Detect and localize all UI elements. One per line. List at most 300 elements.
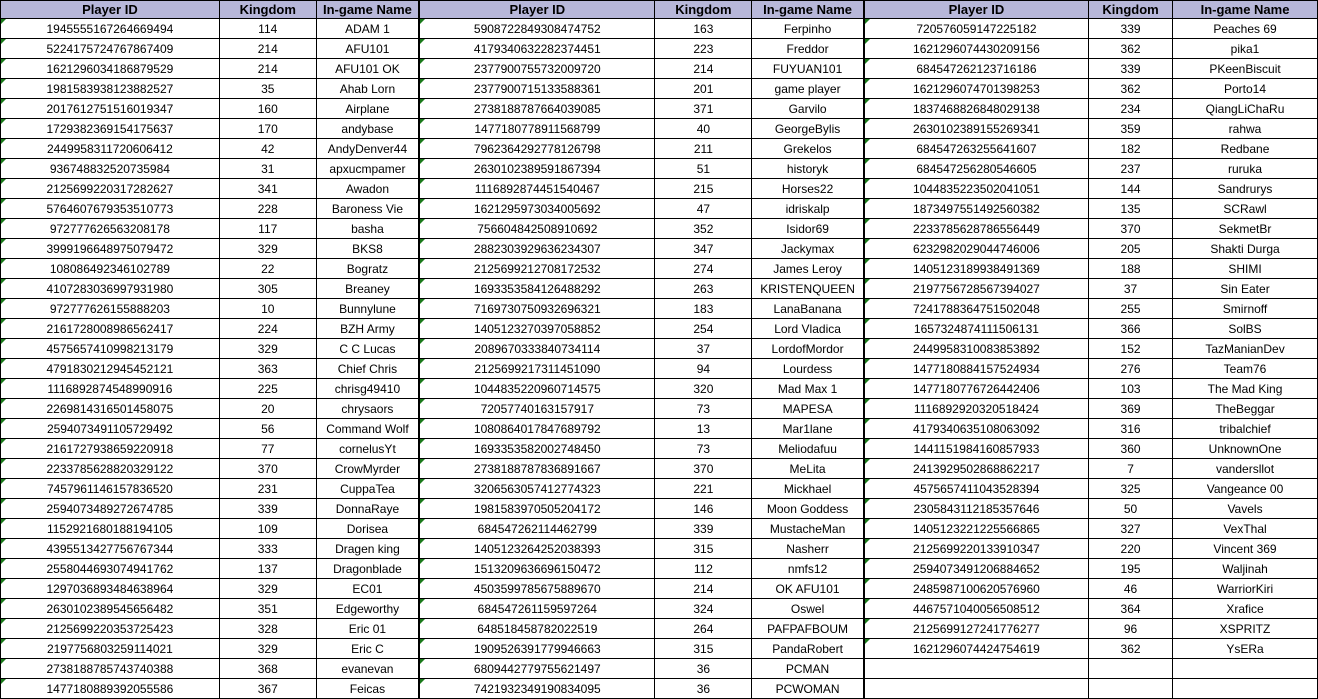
ingame-name-cell[interactable]: MustacheMan: [752, 519, 864, 539]
player-id-cell[interactable]: 2738188787664039085: [419, 99, 655, 119]
kingdom-cell[interactable]: 347: [655, 239, 752, 259]
kingdom-cell[interactable]: 333: [219, 539, 316, 559]
player-id-cell[interactable]: 2269814316501458075: [1, 399, 220, 419]
ingame-name-cell[interactable]: Xrafice: [1173, 599, 1318, 619]
player-id-cell[interactable]: 2630102389591867394: [419, 159, 655, 179]
ingame-name-cell[interactable]: PAFPAFBOUM: [752, 619, 864, 639]
kingdom-cell[interactable]: 231: [219, 479, 316, 499]
kingdom-cell[interactable]: 320: [655, 379, 752, 399]
kingdom-cell[interactable]: 324: [655, 599, 752, 619]
player-id-cell[interactable]: 2089670333840734114: [419, 339, 655, 359]
kingdom-cell[interactable]: 205: [1089, 239, 1173, 259]
kingdom-cell[interactable]: 146: [655, 499, 752, 519]
player-id-cell[interactable]: 4467571040056508512: [864, 599, 1089, 619]
player-id-cell[interactable]: 2377900755732009720: [419, 59, 655, 79]
player-id-cell[interactable]: 1116892920320518424: [864, 399, 1089, 419]
kingdom-cell[interactable]: 328: [219, 619, 316, 639]
ingame-name-cell[interactable]: XSPRITZ: [1173, 619, 1318, 639]
player-id-cell[interactable]: 2882303929636234307: [419, 239, 655, 259]
player-id-cell[interactable]: 720576059147225182: [864, 19, 1089, 39]
kingdom-cell[interactable]: 114: [219, 19, 316, 39]
player-id-cell[interactable]: 4179340635108063092: [864, 419, 1089, 439]
player-id-cell[interactable]: 684547261159597264: [419, 599, 655, 619]
kingdom-cell[interactable]: 170: [219, 119, 316, 139]
ingame-name-cell[interactable]: idriskalp: [752, 199, 864, 219]
player-id-cell[interactable]: 2233785628786556449: [864, 219, 1089, 239]
player-id-cell[interactable]: 1152921680188194105: [1, 519, 220, 539]
kingdom-cell[interactable]: 370: [655, 459, 752, 479]
player-id-cell[interactable]: 4395513427756767344: [1, 539, 220, 559]
kingdom-cell[interactable]: 160: [219, 99, 316, 119]
kingdom-cell[interactable]: 20: [219, 399, 316, 419]
header-player-id[interactable]: Player ID: [864, 1, 1089, 19]
player-id-cell[interactable]: 1297036893484638964: [1, 579, 220, 599]
kingdom-cell[interactable]: 363: [219, 359, 316, 379]
ingame-name-cell[interactable]: Shakti Durga: [1173, 239, 1318, 259]
ingame-name-cell[interactable]: chrysaors: [316, 399, 419, 419]
kingdom-cell[interactable]: 276: [1089, 359, 1173, 379]
ingame-name-cell[interactable]: TheBeggar: [1173, 399, 1318, 419]
kingdom-cell[interactable]: 211: [655, 139, 752, 159]
ingame-name-cell[interactable]: TazManianDev: [1173, 339, 1318, 359]
player-id-cell[interactable]: 936748832520735984: [1, 159, 220, 179]
player-id-cell[interactable]: 1405123221225566865: [864, 519, 1089, 539]
header-player-id[interactable]: Player ID: [419, 1, 655, 19]
ingame-name-cell[interactable]: Mar1lane: [752, 419, 864, 439]
kingdom-cell[interactable]: 362: [1089, 639, 1173, 659]
kingdom-cell[interactable]: 221: [655, 479, 752, 499]
player-id-cell[interactable]: 1405123270397058852: [419, 319, 655, 339]
kingdom-cell[interactable]: 31: [219, 159, 316, 179]
ingame-name-cell[interactable]: Command Wolf: [316, 419, 419, 439]
ingame-name-cell[interactable]: EC01: [316, 579, 419, 599]
kingdom-cell[interactable]: 103: [1089, 379, 1173, 399]
kingdom-cell[interactable]: 371: [655, 99, 752, 119]
kingdom-cell[interactable]: 341: [219, 179, 316, 199]
ingame-name-cell[interactable]: Vincent 369: [1173, 539, 1318, 559]
kingdom-cell[interactable]: 214: [655, 59, 752, 79]
player-id-cell[interactable]: 1477180776726442406: [864, 379, 1089, 399]
kingdom-cell[interactable]: 325: [1089, 479, 1173, 499]
kingdom-cell[interactable]: 201: [655, 79, 752, 99]
player-id-cell[interactable]: 2630102389545656482: [1, 599, 220, 619]
player-id-cell[interactable]: 2125699220317282627: [1, 179, 220, 199]
ingame-name-cell[interactable]: Vangeance 00: [1173, 479, 1318, 499]
player-id-cell[interactable]: 2413929502868862217: [864, 459, 1089, 479]
kingdom-cell[interactable]: 364: [1089, 599, 1173, 619]
ingame-name-cell[interactable]: Mad Max 1: [752, 379, 864, 399]
player-id-cell[interactable]: 720577401631579​17: [419, 399, 655, 419]
ingame-name-cell[interactable]: Chief Chris: [316, 359, 419, 379]
player-id-cell[interactable]: 7962364292778126798: [419, 139, 655, 159]
ingame-name-cell[interactable]: SolBS: [1173, 319, 1318, 339]
kingdom-cell[interactable]: 7: [1089, 459, 1173, 479]
kingdom-cell[interactable]: 329: [219, 639, 316, 659]
ingame-name-cell[interactable]: apxucmpamer: [316, 159, 419, 179]
kingdom-cell[interactable]: 370: [1089, 219, 1173, 239]
ingame-name-cell[interactable]: PCMAN: [752, 659, 864, 679]
kingdom-cell[interactable]: 36: [655, 679, 752, 699]
kingdom-cell[interactable]: 223: [655, 39, 752, 59]
player-id-cell[interactable]: 684547262123716186: [864, 59, 1089, 79]
ingame-name-cell[interactable]: Airplane: [316, 99, 419, 119]
ingame-name-cell[interactable]: FUYUAN101: [752, 59, 864, 79]
ingame-name-cell[interactable]: Feicas: [316, 679, 419, 699]
player-id-cell[interactable]: 684547256280546605: [864, 159, 1089, 179]
player-id-cell[interactable]: 1477180884157524934: [864, 359, 1089, 379]
ingame-name-cell[interactable]: evanevan: [316, 659, 419, 679]
player-id-cell[interactable]: 6809442779755621497: [419, 659, 655, 679]
ingame-name-cell[interactable]: DonnaRaye: [316, 499, 419, 519]
kingdom-cell[interactable]: 40: [655, 119, 752, 139]
ingame-name-cell[interactable]: Jackymax: [752, 239, 864, 259]
player-id-cell[interactable]: 2125699217311451090: [419, 359, 655, 379]
ingame-name-cell[interactable]: Waljinah: [1173, 559, 1318, 579]
kingdom-cell[interactable]: 255: [1089, 299, 1173, 319]
player-id-cell[interactable]: 1405123189938491369: [864, 259, 1089, 279]
player-id-cell[interactable]: 1693353582002748450: [419, 439, 655, 459]
player-id-cell[interactable]: 4791830212945452121: [1, 359, 220, 379]
ingame-name-cell[interactable]: Meliodafuu: [752, 439, 864, 459]
ingame-name-cell[interactable]: PCWOMAN: [752, 679, 864, 699]
kingdom-cell[interactable]: 368: [219, 659, 316, 679]
player-id-cell[interactable]: 2594073491105729492: [1, 419, 220, 439]
ingame-name-cell[interactable]: historyk: [752, 159, 864, 179]
kingdom-cell[interactable]: 73: [655, 439, 752, 459]
player-id-cell[interactable]: 4575657411043528394: [864, 479, 1089, 499]
kingdom-cell[interactable]: 51: [655, 159, 752, 179]
kingdom-cell[interactable]: 35: [219, 79, 316, 99]
ingame-name-cell[interactable]: AFU101 OK: [316, 59, 419, 79]
ingame-name-cell[interactable]: chrisg49410: [316, 379, 419, 399]
player-id-cell[interactable]: 2017612751516019347: [1, 99, 220, 119]
player-id-cell[interactable]: 1116892874451540467: [419, 179, 655, 199]
kingdom-cell[interactable]: 359: [1089, 119, 1173, 139]
ingame-name-cell[interactable]: James Leroy: [752, 259, 864, 279]
ingame-name-cell[interactable]: MAPESA: [752, 399, 864, 419]
player-id-cell[interactable]: 1441151984160857933: [864, 439, 1089, 459]
kingdom-cell[interactable]: 339: [655, 519, 752, 539]
kingdom-cell[interactable]: 50: [1089, 499, 1173, 519]
player-id-cell[interactable]: 1981583938123882527: [1, 79, 220, 99]
player-id-cell[interactable]: 1405123264252038393: [419, 539, 655, 559]
kingdom-cell[interactable]: 73: [655, 399, 752, 419]
player-id-cell[interactable]: 2485987100620576960: [864, 579, 1089, 599]
kingdom-cell[interactable]: 10: [219, 299, 316, 319]
player-id-cell[interactable]: 2197756728567394027: [864, 279, 1089, 299]
player-id-cell[interactable]: 2377900715133588361: [419, 79, 655, 99]
player-id-cell[interactable]: 1693353584126488292: [419, 279, 655, 299]
ingame-name-cell[interactable]: nmfs12: [752, 559, 864, 579]
player-id-cell[interactable]: 1873497551492560382: [864, 199, 1089, 219]
ingame-name-cell[interactable]: game player: [752, 79, 864, 99]
ingame-name-cell[interactable]: Grekelos: [752, 139, 864, 159]
ingame-name-cell[interactable]: Eric 01: [316, 619, 419, 639]
player-id-cell[interactable]: 1116892874548990916: [1, 379, 220, 399]
ingame-name-cell[interactable]: KRISTENQUEEN: [752, 279, 864, 299]
player-id-cell[interactable]: 684547262114462799: [419, 519, 655, 539]
ingame-name-cell[interactable]: BKS8: [316, 239, 419, 259]
ingame-name-cell[interactable]: PandaRobert: [752, 639, 864, 659]
player-id-cell[interactable]: 1945555167264669494: [1, 19, 220, 39]
player-id-cell[interactable]: 2449958310083853892: [864, 339, 1089, 359]
kingdom-cell[interactable]: 224: [219, 319, 316, 339]
player-id-cell[interactable]: 2305843112185357646: [864, 499, 1089, 519]
ingame-name-cell[interactable]: Mickhael: [752, 479, 864, 499]
player-id-cell[interactable]: 1657324874111506131: [864, 319, 1089, 339]
ingame-name-cell[interactable]: basha: [316, 219, 419, 239]
ingame-name-cell[interactable]: tribalchief: [1173, 419, 1318, 439]
ingame-name-cell[interactable]: Peaches 69: [1173, 19, 1318, 39]
kingdom-cell[interactable]: 56: [219, 419, 316, 439]
player-id-cell[interactable]: 2125699212708172532: [419, 259, 655, 279]
player-id-cell[interactable]: 1477180778911568799: [419, 119, 655, 139]
ingame-name-cell[interactable]: ruruka: [1173, 159, 1318, 179]
ingame-name-cell[interactable]: ADAM 1: [316, 19, 419, 39]
player-id-cell[interactable]: 1621295973034005692: [419, 199, 655, 219]
player-id-cell[interactable]: 2738188785743740388: [1, 659, 220, 679]
player-id-cell[interactable]: 2594073489272674785: [1, 499, 220, 519]
ingame-name-cell[interactable]: vandersllot: [1173, 459, 1318, 479]
kingdom-cell[interactable]: 362: [1089, 79, 1173, 99]
player-id-cell[interactable]: 2594073491206884652: [864, 559, 1089, 579]
kingdom-cell[interactable]: 339: [1089, 19, 1173, 39]
ingame-name-cell[interactable]: Dorisea: [316, 519, 419, 539]
kingdom-cell[interactable]: 225: [219, 379, 316, 399]
ingame-name-cell[interactable]: Dragen king: [316, 539, 419, 559]
ingame-name-cell[interactable]: Porto14: [1173, 79, 1318, 99]
player-id-cell[interactable]: 1621296074430209156: [864, 39, 1089, 59]
ingame-name-cell[interactable]: Sin Eater: [1173, 279, 1318, 299]
ingame-name-cell[interactable]: GeorgeBylis: [752, 119, 864, 139]
kingdom-cell[interactable]: 46: [1089, 579, 1173, 599]
kingdom-cell[interactable]: 36: [655, 659, 752, 679]
kingdom-cell[interactable]: 327: [1089, 519, 1173, 539]
kingdom-cell[interactable]: 254: [655, 319, 752, 339]
ingame-name-cell[interactable]: Bogratz: [316, 259, 419, 279]
player-id-cell[interactable]: 6232982029044746006: [864, 239, 1089, 259]
player-id-cell[interactable]: 4503599785675889670: [419, 579, 655, 599]
ingame-name-cell[interactable]: Garvilo: [752, 99, 864, 119]
header-ingame-name[interactable]: In-game Name: [1173, 1, 1318, 19]
kingdom-cell[interactable]: 237: [1089, 159, 1173, 179]
ingame-name-cell[interactable]: Breaney: [316, 279, 419, 299]
player-id-cell[interactable]: 5224175724767867409: [1, 39, 220, 59]
ingame-name-cell[interactable]: [1173, 679, 1318, 699]
player-id-cell[interactable]: 7241788364751502048: [864, 299, 1089, 319]
ingame-name-cell[interactable]: [1173, 659, 1318, 679]
ingame-name-cell[interactable]: LanaBanana: [752, 299, 864, 319]
kingdom-cell[interactable]: 369: [1089, 399, 1173, 419]
player-id-cell[interactable]: 1513209636696150472: [419, 559, 655, 579]
kingdom-cell[interactable]: 329: [219, 239, 316, 259]
ingame-name-cell[interactable]: rahwa: [1173, 119, 1318, 139]
player-id-cell[interactable]: 1477180889392055586: [1, 679, 220, 699]
kingdom-cell[interactable]: 370: [219, 459, 316, 479]
ingame-name-cell[interactable]: AFU101: [316, 39, 419, 59]
ingame-name-cell[interactable]: Ferpinho: [752, 19, 864, 39]
kingdom-cell[interactable]: [1089, 679, 1173, 699]
ingame-name-cell[interactable]: Isidor69: [752, 219, 864, 239]
kingdom-cell[interactable]: 42: [219, 139, 316, 159]
player-id-cell[interactable]: 7421932349190834095: [419, 679, 655, 699]
kingdom-cell[interactable]: 22: [219, 259, 316, 279]
kingdom-cell[interactable]: [1089, 659, 1173, 679]
ingame-name-cell[interactable]: The Mad King: [1173, 379, 1318, 399]
kingdom-cell[interactable]: 112: [655, 559, 752, 579]
player-id-cell[interactable]: 1044835223502041051: [864, 179, 1089, 199]
player-id-cell[interactable]: 1837468826848029138: [864, 99, 1089, 119]
player-id-cell[interactable]: 2197756803259114021: [1, 639, 220, 659]
player-id-cell[interactable]: 3999196648975079472: [1, 239, 220, 259]
header-kingdom[interactable]: Kingdom: [655, 1, 752, 19]
ingame-name-cell[interactable]: UnknownOne: [1173, 439, 1318, 459]
kingdom-cell[interactable]: 13: [655, 419, 752, 439]
kingdom-cell[interactable]: 367: [219, 679, 316, 699]
ingame-name-cell[interactable]: QiangLiChaRu: [1173, 99, 1318, 119]
kingdom-cell[interactable]: 96: [1089, 619, 1173, 639]
kingdom-cell[interactable]: 329: [219, 339, 316, 359]
kingdom-cell[interactable]: 144: [1089, 179, 1173, 199]
player-id-cell[interactable]: 972777626155888203: [1, 299, 220, 319]
kingdom-cell[interactable]: 366: [1089, 319, 1173, 339]
player-id-cell[interactable]: 2125699220133910347: [864, 539, 1089, 559]
ingame-name-cell[interactable]: Vavels: [1173, 499, 1318, 519]
player-id-cell[interactable]: 1729382369154175637: [1, 119, 220, 139]
ingame-name-cell[interactable]: Smirnoff: [1173, 299, 1318, 319]
kingdom-cell[interactable]: 183: [655, 299, 752, 319]
kingdom-cell[interactable]: 94: [655, 359, 752, 379]
player-id-cell[interactable]: 4107283036997931980: [1, 279, 220, 299]
kingdom-cell[interactable]: 135: [1089, 199, 1173, 219]
kingdom-cell[interactable]: 228: [219, 199, 316, 219]
ingame-name-cell[interactable]: Team76: [1173, 359, 1318, 379]
ingame-name-cell[interactable]: Lourdess: [752, 359, 864, 379]
player-id-cell[interactable]: 1044835220960714575: [419, 379, 655, 399]
player-id-cell[interactable]: 7169730750932696321: [419, 299, 655, 319]
player-id-cell[interactable]: 3206563057412774323: [419, 479, 655, 499]
kingdom-cell[interactable]: 214: [219, 39, 316, 59]
player-id-cell[interactable]: 2558044693074941762: [1, 559, 220, 579]
player-id-cell[interactable]: [864, 659, 1089, 679]
player-id-cell[interactable]: 2125699127241776277: [864, 619, 1089, 639]
kingdom-cell[interactable]: 305: [219, 279, 316, 299]
player-id-cell[interactable]: 2738188787836891667: [419, 459, 655, 479]
player-id-cell[interactable]: 2449958311720606412: [1, 139, 220, 159]
kingdom-cell[interactable]: 362: [1089, 39, 1173, 59]
ingame-name-cell[interactable]: pika1: [1173, 39, 1318, 59]
header-player-id[interactable]: Player ID: [1, 1, 220, 19]
ingame-name-cell[interactable]: SekmetBr: [1173, 219, 1318, 239]
ingame-name-cell[interactable]: CuppaTea: [316, 479, 419, 499]
kingdom-cell[interactable]: 215: [655, 179, 752, 199]
kingdom-cell[interactable]: 47: [655, 199, 752, 219]
player-id-cell[interactable]: 7457961146157836520: [1, 479, 220, 499]
player-id-cell[interactable]: [864, 679, 1089, 699]
player-id-cell[interactable]: 1080864923461027​89: [1, 259, 220, 279]
kingdom-cell[interactable]: 360: [1089, 439, 1173, 459]
player-id-cell[interactable]: 2161727938659220918: [1, 439, 220, 459]
ingame-name-cell[interactable]: PKeenBiscuit: [1173, 59, 1318, 79]
header-kingdom[interactable]: Kingdom: [219, 1, 316, 19]
player-id-cell[interactable]: 756604842508910692: [419, 219, 655, 239]
player-id-cell[interactable]: 5764607679353510773: [1, 199, 220, 219]
kingdom-cell[interactable]: 263: [655, 279, 752, 299]
kingdom-cell[interactable]: 339: [1089, 59, 1173, 79]
ingame-name-cell[interactable]: AndyDenver44: [316, 139, 419, 159]
ingame-name-cell[interactable]: SCRawl: [1173, 199, 1318, 219]
player-id-cell[interactable]: 972777626563208178: [1, 219, 220, 239]
ingame-name-cell[interactable]: Lord Vladica: [752, 319, 864, 339]
ingame-name-cell[interactable]: VexThal: [1173, 519, 1318, 539]
ingame-name-cell[interactable]: Nasherr: [752, 539, 864, 559]
kingdom-cell[interactable]: 339: [219, 499, 316, 519]
ingame-name-cell[interactable]: CrowMyrder: [316, 459, 419, 479]
kingdom-cell[interactable]: 352: [655, 219, 752, 239]
kingdom-cell[interactable]: 351: [219, 599, 316, 619]
ingame-name-cell[interactable]: Baroness Vie: [316, 199, 419, 219]
kingdom-cell[interactable]: 329: [219, 579, 316, 599]
kingdom-cell[interactable]: 77: [219, 439, 316, 459]
ingame-name-cell[interactable]: Redbane: [1173, 139, 1318, 159]
ingame-name-cell[interactable]: andybase: [316, 119, 419, 139]
header-kingdom[interactable]: Kingdom: [1089, 1, 1173, 19]
ingame-name-cell[interactable]: OK AFU101: [752, 579, 864, 599]
player-id-cell[interactable]: 684547263255641607: [864, 139, 1089, 159]
player-id-cell[interactable]: 1621296074424754619: [864, 639, 1089, 659]
ingame-name-cell[interactable]: Dragonblade: [316, 559, 419, 579]
kingdom-cell[interactable]: 37: [1089, 279, 1173, 299]
player-id-cell[interactable]: 648518458782022519: [419, 619, 655, 639]
ingame-name-cell[interactable]: Awadon: [316, 179, 419, 199]
player-id-cell[interactable]: 1621296074701398253: [864, 79, 1089, 99]
ingame-name-cell[interactable]: Eric C: [316, 639, 419, 659]
kingdom-cell[interactable]: 137: [219, 559, 316, 579]
kingdom-cell[interactable]: 117: [219, 219, 316, 239]
kingdom-cell[interactable]: 234: [1089, 99, 1173, 119]
kingdom-cell[interactable]: 214: [655, 579, 752, 599]
header-ingame-name[interactable]: In-game Name: [316, 1, 419, 19]
ingame-name-cell[interactable]: Freddor: [752, 39, 864, 59]
ingame-name-cell[interactable]: SHIMI: [1173, 259, 1318, 279]
player-id-cell[interactable]: 4179340632282374451: [419, 39, 655, 59]
kingdom-cell[interactable]: 37: [655, 339, 752, 359]
kingdom-cell[interactable]: 188: [1089, 259, 1173, 279]
player-id-cell[interactable]: 1981583970505204172: [419, 499, 655, 519]
ingame-name-cell[interactable]: WarriorKiri: [1173, 579, 1318, 599]
kingdom-cell[interactable]: 220: [1089, 539, 1173, 559]
kingdom-cell[interactable]: 182: [1089, 139, 1173, 159]
player-id-cell[interactable]: 5908722849308474752: [419, 19, 655, 39]
kingdom-cell[interactable]: 316: [1089, 419, 1173, 439]
ingame-name-cell[interactable]: Oswel: [752, 599, 864, 619]
kingdom-cell[interactable]: 315: [655, 539, 752, 559]
kingdom-cell[interactable]: 274: [655, 259, 752, 279]
kingdom-cell[interactable]: 195: [1089, 559, 1173, 579]
ingame-name-cell[interactable]: cornelusYt: [316, 439, 419, 459]
ingame-name-cell[interactable]: Horses22: [752, 179, 864, 199]
ingame-name-cell[interactable]: Moon Goddess: [752, 499, 864, 519]
ingame-name-cell[interactable]: BZH Army: [316, 319, 419, 339]
ingame-name-cell[interactable]: Bunnylune: [316, 299, 419, 319]
player-id-cell[interactable]: 2161728008986562417: [1, 319, 220, 339]
kingdom-cell[interactable]: 315: [655, 639, 752, 659]
player-id-cell[interactable]: 2125699220353725423: [1, 619, 220, 639]
ingame-name-cell[interactable]: Ahab Lorn: [316, 79, 419, 99]
ingame-name-cell[interactable]: LordofMordor: [752, 339, 864, 359]
kingdom-cell[interactable]: 163: [655, 19, 752, 39]
header-ingame-name[interactable]: In-game Name: [752, 1, 864, 19]
